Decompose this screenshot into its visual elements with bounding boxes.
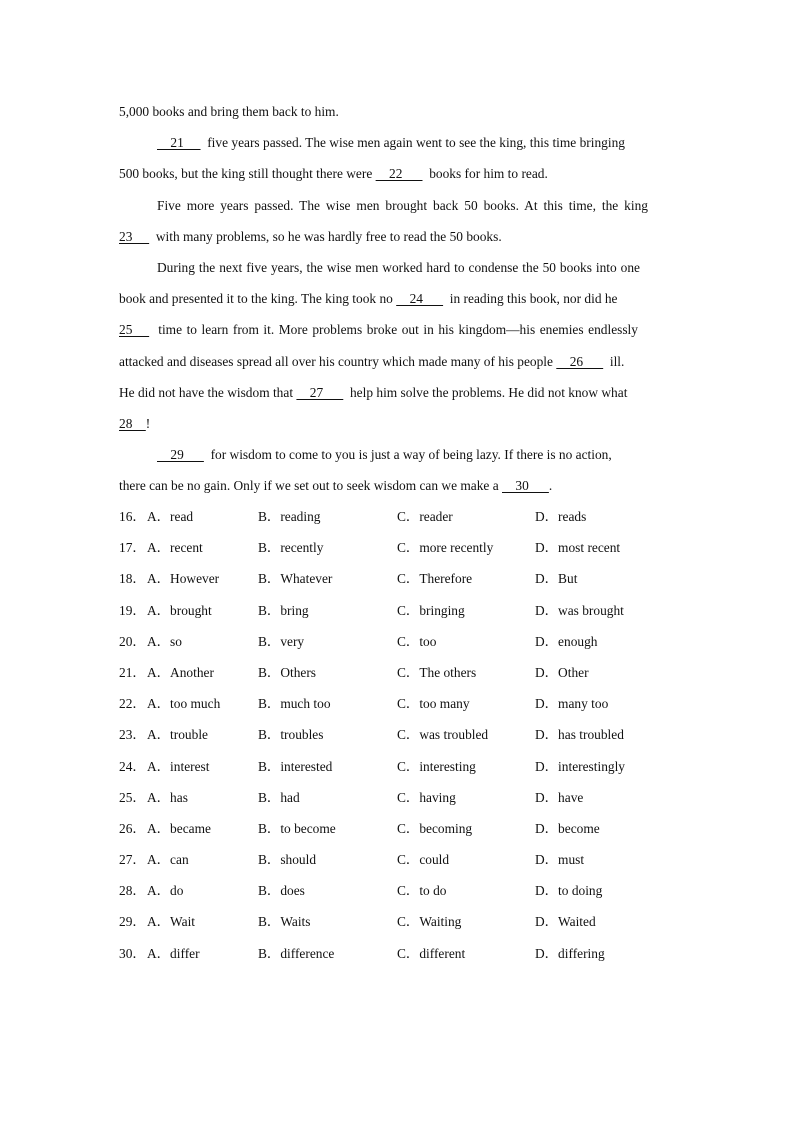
option-27-d[interactable]: D．must [535,852,585,868]
option-19-b[interactable]: B．bring [258,602,309,618]
passage-line: During the next five years, the wise men worked hard to condense the 50 books into one [157,259,640,275]
question-29 [119,906,679,937]
question-30 [119,938,679,969]
passage-line: Five more years passed. The wise men brought back 50 books. At this time, the king [157,197,648,213]
option-17-b[interactable]: B．recently [258,540,324,556]
question-number: 27． [119,852,146,868]
option-28-b[interactable]: B．does [258,883,305,899]
passage-line: 25 time to learn from it. More problems broke out in his kingdom—his enemies endlessly [119,314,675,345]
option-27-c[interactable]: C．could [397,852,450,868]
option-18-b[interactable]: B．Whatever [258,571,333,587]
option-23-a[interactable]: A．trouble [147,727,208,743]
option-19-a[interactable]: A．brought [147,602,212,618]
question-24 [119,751,679,782]
question-number: 29． [119,914,146,930]
question-number: 17． [119,540,146,556]
option-26-d[interactable]: D．become [535,820,600,836]
option-25-b[interactable]: B．had [258,789,300,805]
blank-29: 29 [157,447,204,463]
option-22-b[interactable]: B．much too [258,696,331,712]
passage-line: 29 for wisdom to come to you is just a way of being lazy. If there is no action, [119,439,675,470]
option-26-c[interactable]: C．becoming [397,820,473,836]
option-30-c[interactable]: C．different [397,945,466,961]
passage-line: 5,000 books and bring them back to him. [119,104,339,119]
option-23-b[interactable]: B．troubles [258,727,324,743]
option-27-a[interactable]: A．can [147,852,189,868]
option-16-d[interactable]: D．reads [535,509,587,524]
question-25 [119,782,679,813]
option-25-d[interactable]: D．have [535,789,584,805]
option-17-d[interactable]: D．most recent [535,540,621,556]
option-24-d[interactable]: D．interestingly [535,758,626,774]
blank-23: 23 [119,228,150,244]
question-20 [119,626,679,657]
question-number: 25． [119,789,146,805]
option-29-a[interactable]: A．Wait [147,914,196,930]
option-27-b[interactable]: B．should [258,852,317,868]
passage-line: 23 with many problems, so he was hardly free to read the 50 books. [119,221,675,252]
option-30-b[interactable]: B．difference [258,945,335,961]
option-20-a[interactable]: A．so [147,633,182,649]
option-18-a[interactable]: A．However [147,571,220,587]
option-20-d[interactable]: D．enough [535,633,598,649]
option-28-c[interactable]: C．to do [397,883,447,899]
option-22-a[interactable]: A．too much [147,696,221,712]
blank-21: 21 [157,135,201,151]
question-number: 16． [119,509,146,524]
question-23 [119,719,679,750]
option-22-d[interactable]: D．many too [535,696,609,712]
option-16-a[interactable]: A．read [147,509,194,524]
option-17-c[interactable]: C．more recently [397,540,494,556]
option-30-d[interactable]: D．differing [535,945,605,961]
question-number: 23． [119,727,146,743]
option-23-d[interactable]: D．has troubled [535,727,624,743]
blank-25: 25 [119,322,150,338]
option-19-c[interactable]: C．bringing [397,602,465,618]
blank-28: 28 [119,415,146,431]
option-22-c[interactable]: C．too many [397,696,470,712]
cloze-passage [119,96,675,501]
option-18-c[interactable]: C．Therefore [397,571,473,587]
option-30-a[interactable]: A．differ [147,945,200,961]
question-number: 22． [119,696,146,712]
option-23-c[interactable]: C．was troubled [397,727,489,743]
option-29-c[interactable]: C．Waiting [397,914,462,930]
question-number: 21． [119,664,146,680]
option-16-c[interactable]: C．reader [397,509,453,524]
answer-options [119,501,679,969]
question-number: 26． [119,820,146,836]
question-16 [119,501,679,532]
passage-line: book and presented it to the king. The king took no 24 in reading this book, nor did he [119,283,675,314]
blank-27: 27 [296,384,344,400]
question-number: 19． [119,602,146,618]
option-29-b[interactable]: B．Waits [258,914,311,930]
blank-30: 30 [502,478,549,494]
option-26-a[interactable]: A．became [147,820,211,836]
question-26 [119,813,679,844]
option-24-c[interactable]: C．interesting [397,758,476,774]
blank-24: 24 [396,291,444,307]
question-number: 20． [119,633,146,649]
passage-line: 28 ! [119,408,675,439]
option-20-c[interactable]: C．too [397,633,437,649]
passage-line: there can be no gain. Only if we set out to seek wisdom can we make a 30 . [119,470,675,501]
passage-line: 21 five years passed. The wise men again went to see the king, this time bringing [119,127,675,158]
option-19-d[interactable]: D．was brought [535,602,624,618]
question-19 [119,595,679,626]
blank-22: 22 [375,166,423,182]
option-25-c[interactable]: C．having [397,789,456,805]
passage-line: attacked and diseases spread all over his country which made many of his people 26 ill. [119,346,675,377]
option-25-a[interactable]: A．has [147,789,188,805]
question-27 [119,844,679,875]
passage-line: 500 books, but the king still thought there were 22 books for him to read. [119,158,675,189]
question-22 [119,688,679,719]
question-number: 28． [119,883,146,899]
option-21-d[interactable]: D．Other [535,664,589,680]
question-number: 18． [119,571,146,587]
question-18 [119,563,679,594]
option-16-b[interactable]: B．reading [258,509,321,524]
option-20-b[interactable]: B．very [258,633,305,649]
question-number: 30． [119,945,146,961]
question-17 [119,532,679,563]
option-17-a[interactable]: A．recent [147,540,203,556]
option-24-b[interactable]: B．interested [258,758,333,774]
option-21-c[interactable]: C．The others [397,664,477,680]
question-28 [119,875,679,906]
option-28-a[interactable]: A．do [147,883,184,899]
option-28-d[interactable]: D．to doing [535,883,603,899]
option-21-a[interactable]: A．Another [147,664,214,680]
question-number: 24． [119,758,146,774]
blank-26: 26 [556,353,604,369]
passage-line: He did not have the wisdom that 27 help him solve the problems. He did not know what [119,377,675,408]
option-18-d[interactable]: D．But [535,571,578,587]
option-26-b[interactable]: B．to become [258,820,336,836]
question-21 [119,657,679,688]
option-29-d[interactable]: D．Waited [535,914,596,930]
option-21-b[interactable]: B．Others [258,664,317,680]
option-24-a[interactable]: A．interest [147,758,210,774]
